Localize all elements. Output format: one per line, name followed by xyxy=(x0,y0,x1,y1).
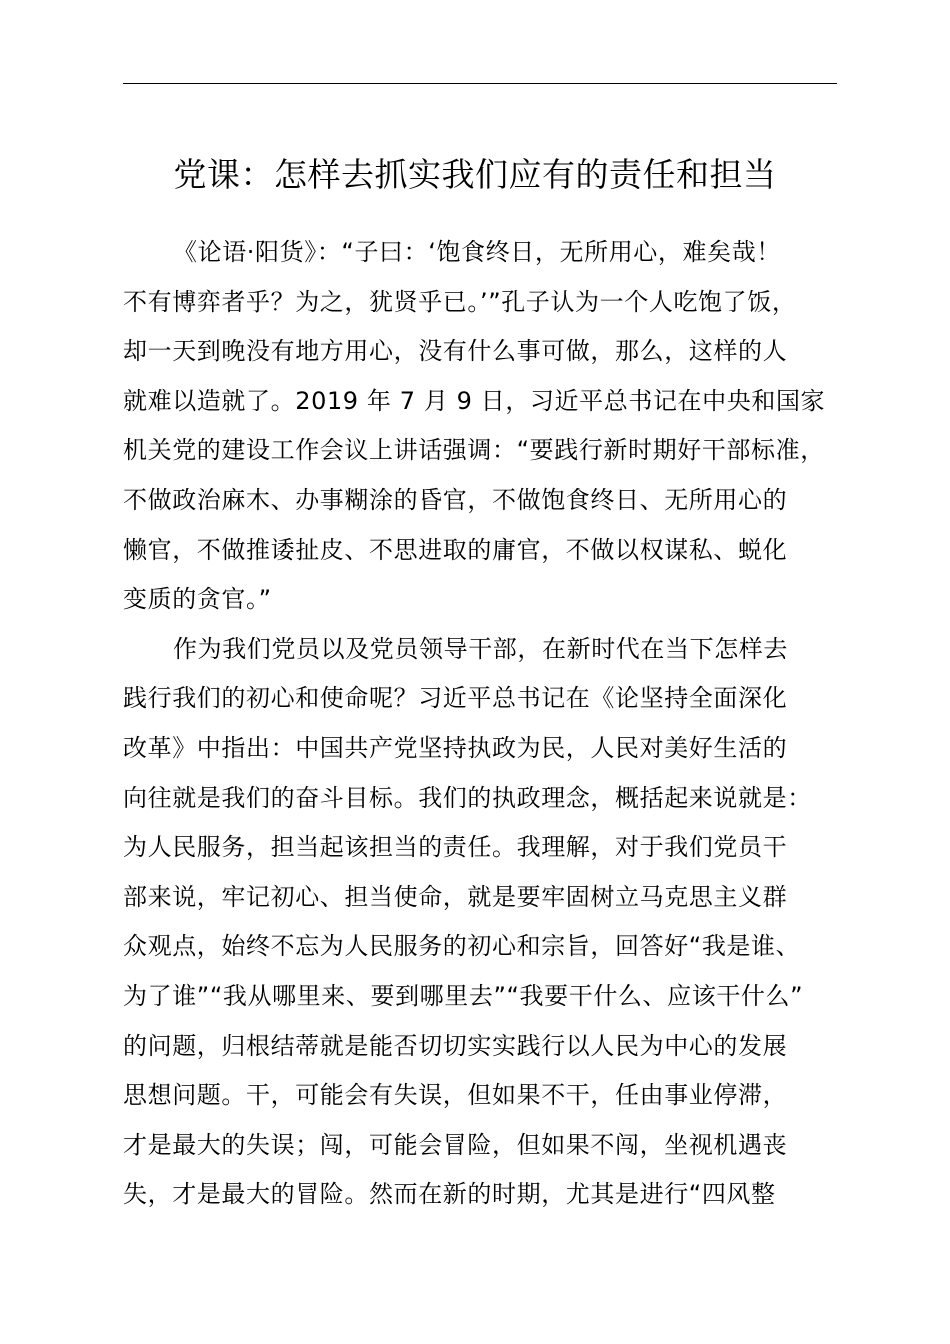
body-line: 为了谁”“我从哪里来、要到哪里去”“我要干什么、应该干什么” xyxy=(123,981,804,1010)
body-line: 却一天到晚没有地方用心，没有什么事可做，那么，这样的人 xyxy=(123,337,788,366)
body-line: 践行我们的初心和使命呢？习近平总书记在《论坚持全面深化 xyxy=(123,684,788,713)
body-line: 为人民服务，担当起该担当的责任。我理解，对于我们党员干 xyxy=(123,833,788,862)
body-line: 的问题，归根结蒂就是能否切切实实践行以人民为中心的发展 xyxy=(123,1031,788,1060)
header-divider xyxy=(123,83,837,84)
body-line: 就难以造就了。2019 年 7 月 9 日，习近平总书记在中央和国家 xyxy=(123,386,826,415)
body-line: 变质的贪官。” xyxy=(123,585,272,614)
body-line: 改革》中指出：中国共产党坚持执政为民，人民对美好生活的 xyxy=(123,733,788,762)
body-line: 才是最大的失误；闯，可能会冒险，但如果不闯，坐视机遇丧 xyxy=(123,1130,788,1159)
body-line: 思想问题。干，可能会有失误，但如果不干，任由事业停滞， xyxy=(123,1081,788,1110)
body-line: 机关党的建设工作会议上讲话强调：“要践行新时期好干部标准， xyxy=(123,436,825,465)
body-line: 不做政治麻木、办事糊涂的昏官，不做饱食终日、无所用心的 xyxy=(123,485,788,514)
document-body xyxy=(123,228,863,1220)
body-line: 失，才是最大的冒险。然而在新的时期，尤其是进行“四风整 xyxy=(123,1180,776,1209)
body-line: 向往就是我们的奋斗目标。我们的执政理念，概括起来说就是： xyxy=(123,783,812,812)
body-line: 懒官，不做推诿扯皮、不思进取的庸官，不做以权谋私、蜕化 xyxy=(123,535,788,564)
document-title: 党课：怎样去抓实我们应有的责任和担当 xyxy=(173,155,777,194)
body-line: 不有博弈者乎？为之，犹贤乎已。’”孔子认为一个人吃饱了饭， xyxy=(123,287,797,316)
body-line: 众观点，始终不忘为人民服务的初心和宗旨，回答好“我是谁、 xyxy=(123,932,801,961)
body-line: 作为我们党员以及党员领导干部，在新时代在当下怎样去 xyxy=(173,634,788,663)
body-line: 《论语·阳货》：“子曰：‘饱食终日，无所用心，难矣哉！ xyxy=(173,238,781,266)
body-line: 部来说，牢记初心、担当使命，就是要牢固树立马克思主义群 xyxy=(123,882,788,911)
